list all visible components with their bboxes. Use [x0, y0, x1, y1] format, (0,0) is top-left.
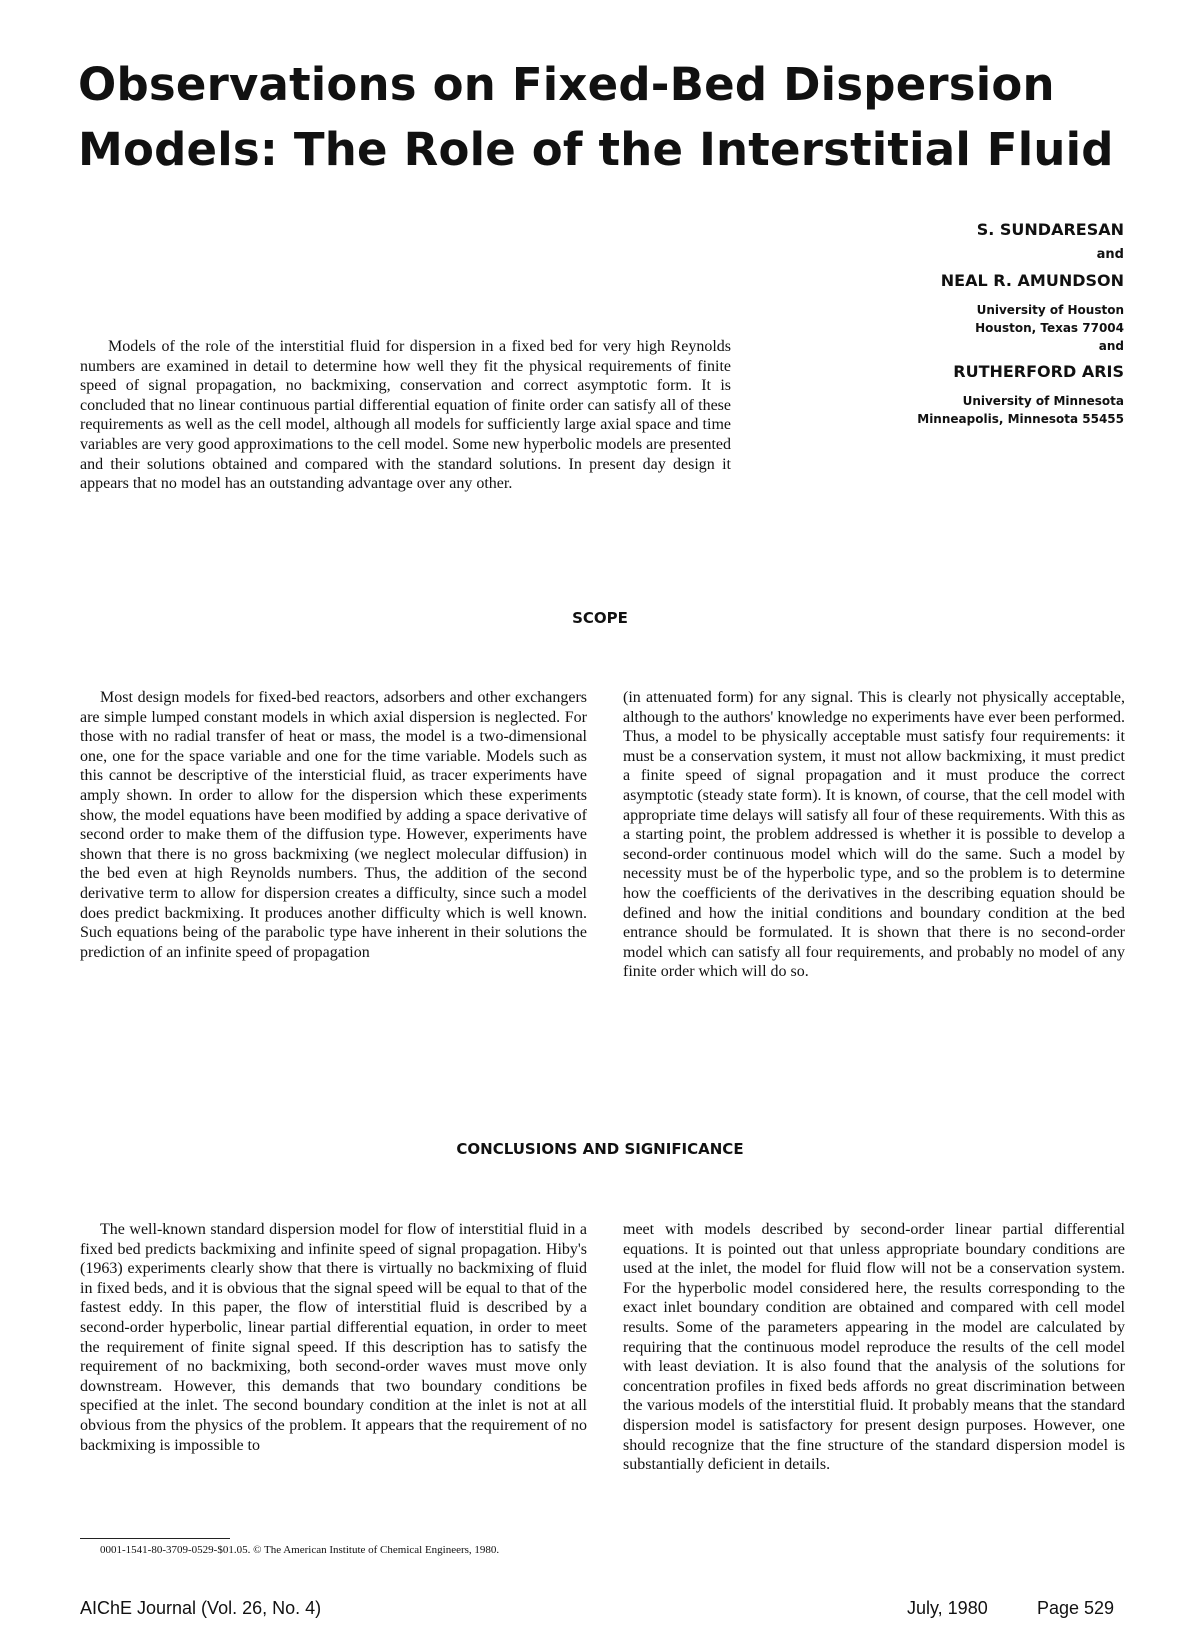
conclusions-column-left: The well-known standard dispersion model for flow of interstitial fluid in a fixed bed predicts backmixing and infinite speed of signal propagation. Hiby's (1963) experiments clearly show that there is virtually no backmixing of fluid in fixed beds, and it is obvious that the signal speed will be equal to that of the fastest eddy. In this paper, the flow of interstitial fluid is described by a second-order hyperbolic, linear partial differential equation, in order to meet the requirement of finite signal speed. If this description has to satisfy the requirement of no backmixing, both second-order waves must move only downstream. However, this demands that two boundary conditions be specified at the inlet. The second boundary condition at the inlet is not at all obvious from the physics of the problem. It appears that the requirement of no backmixing is impossible to [80, 1221, 587, 1454]
journal-citation: AIChE Journal (Vol. 26, No. 4) [80, 1598, 322, 1618]
section-heading-scope: SCOPE [572, 609, 628, 627]
conclusions-column-right: meet with models described by second-order linear partial differential equations. It is pointed out that unless appropriate boundary conditions are used at the inlet, the model for fluid flow will not be a conservation system. For the hyperbolic model considered here, the results corresponding to the exact inlet boundary condition are obtained and compared with cell model results. Some of the parameters appearing in the model are calculated by requiring that the continuous model reproduce the results of the cell model with least deviation. It is also found that the analysis of the solutions for concentration profiles in fixed beds affords no great discrimination between the various models of the interstitial fluid. It probably means that the standard dispersion model is satisfactory for present design purposes. However, one should recognize that the fine structure of the standard dispersion model is substantially deficient in details. [623, 1221, 1125, 1474]
author-name: S. SUNDARESAN [976, 220, 1124, 239]
author-affiliation: University of Houston [976, 303, 1124, 317]
author-conjunction: and [1096, 247, 1124, 262]
author-conjunction: and [1098, 339, 1124, 353]
scope-column-right: (in attenuated form) for any signal. This is clearly not physically acceptable, although to the authors' knowledge no experiments have ever been performed. Thus, a model to be physically acceptable must satisfy four requirements: it must be a conservation system, it must not allow backmixing, it must predict a finite speed of signal propagation and it must produce the correct asymptotic (steady state form). It is known, of course, that the cell model with appropriate time delays will satisfy all four of these requirements. With this as a starting point, the problem addressed is whether it is possible to develop a second-order continuous model which will do the same. Such a model by necessity must be of the hyperbolic type, and so the problem is to determine how the coefficients of the derivatives in the describing equation should be defined and how the initial conditions and boundary condition at the bed entrance should be formulated. It is shown that there is no second-order model which can satisfy all four requirements, and probably no model of any finite order which will do so. [623, 689, 1125, 981]
scope-column-left: Most design models for fixed-bed reactors, adsorbers and other exchangers are simple lumped constant models in which axial dispersion is neglected. For those with no radial transfer of heat or mass, the model is a two-dimensional one, one for the space variable and one for the time variable. Models such as this cannot be descriptive of the intersticial fluid, as tracer experiments have amply shown. In order to allow for the dispersion which these experiments show, the model equations have been modified by adding a space derivative of second order to make them of the diffusion type. However, experiments have shown that there is no gross backmixing (we neglect molecular diffusion) in the bed even at high Reynolds numbers. Thus, the addition of the second derivative term to allow for dispersion creates a difficulty, since such a model does predict backmixing. It produces another difficulty which is well known. Such equations being of the parabolic type have inherent in their solutions the prediction of an infinite speed of propagation [80, 689, 587, 961]
page-number: Page 529 [1037, 1598, 1115, 1618]
copyright-footnote: 0001-1541-80-3709-0529-$01.05. © The American Institute of Chemical Engineers, 1980. [100, 1544, 500, 1556]
paper-title: Observations on Fixed-Bed Dispersion Models: The Role of the Interstitial Fluid [78, 58, 1114, 176]
footnote-rule [80, 1538, 230, 1539]
abstract: Models of the role of the interstitial fluid for dispersion in a fixed bed for very high Reynolds numbers are examined in detail to determine how well they fit the physical requirements of finite speed of signal propagation, no backmixing, conservation and correct asymptotic form. It is concluded that no linear continuous partial differential equation of finite order can satisfy all of these requirements as well as the cell model, although all models for sufficiently large axial space and time variables are very good approximations to the cell model. Some new hyperbolic models are presented and their solutions obtained and compared with the standard solutions. In present day design it appears that no model has an outstanding advantage over any other. [80, 338, 731, 493]
author-affiliation: Houston, Texas 77004 [975, 321, 1124, 335]
author-affiliation: University of Minnesota [962, 394, 1124, 408]
author-name: RUTHERFORD ARIS [953, 362, 1124, 381]
author-block [764, 215, 1124, 428]
section-heading-conclusions: CONCLUSIONS AND SIGNIFICANCE [456, 1140, 744, 1158]
author-name: NEAL R. AMUNDSON [940, 271, 1124, 290]
issue-date: July, 1980 [907, 1598, 988, 1618]
author-affiliation: Minneapolis, Minnesota 55455 [917, 412, 1124, 426]
